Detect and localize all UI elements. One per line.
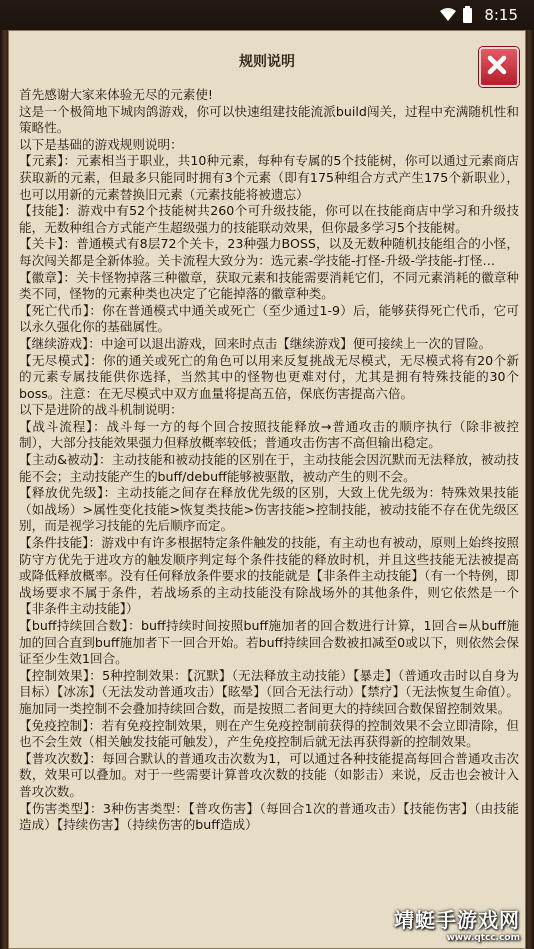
rule-paragraph: 【元素】：元素相当于职业，共10种元素，每种有专属的5个技能树，你可以通过元素商店获取新的元素，但最多只能同时拥有3个元素（即有175种组合方式产生175个新职业），也可以用新的元素替换旧元素（元素技能将被遗忘） xyxy=(19,153,519,202)
status-time: 8:15 xyxy=(484,6,518,24)
dialog-title: 规则说明 xyxy=(239,54,295,70)
rule-paragraph: 【技能】：游戏中有52个技能树共260个可升级技能，你可以在技能商店中学习和升级技能，无数种组合方式能产生超级强力的技能联动效果，但你最多学习5个技能树。 xyxy=(19,203,519,235)
rule-paragraph: 【控制效果】：5种控制效果：【沉默】（无法释放主动技能）【暴走】（普通攻击时以自身为目标）【冰冻】（无法发动普通攻击）【眩晕】（回合无法行动）【禁疗】（无法恢复生命值）。施加同一类控制不会叠加持续回合数，而是按照二者间更大的持续回合数保留控制效果。 xyxy=(19,667,519,716)
rule-paragraph: 【伤害类型】：3种伤害类型：【普攻伤害】（每回合1次的普通攻击）【技能伤害】（由技能造成）【持续伤害】（持续伤害的buff造成） xyxy=(19,800,519,833)
rule-paragraph: 首先感谢大家来体验无尽的元素使! xyxy=(19,87,213,102)
rule-paragraph: 【死亡代币】：你在普通模式中通关或死亡（至少通过1-9）后，能够获得死亡代币，它可以永久强化你的基础属性。 xyxy=(19,302,519,335)
rule-paragraph: 【关卡】：普通模式有8层72个关卡，23种强力BOSS，以及无数种随机技能组合的小怪，每次闯关都是全新体验。关卡流程大致分为：选元素-学技能-打怪-升级-学技能-打怪… xyxy=(19,236,519,268)
watermark-text: 靖蜓手游戏网 xyxy=(394,908,520,932)
rule-paragraph: 这是一个极简地下城肉鸽游戏，你可以快速组建技能流派build闯关，过程中充满随机性和策略性。 xyxy=(19,103,519,136)
rule-paragraph: 【战斗流程】：战斗每一方的每个回合按照技能释放→普通攻击的顺序执行（除非被控制），大部分技能效果强力但释放概率较低；普通攻击伤害不高但输出稳定。 xyxy=(19,418,519,451)
rule-paragraph: 【徽章】：关卡怪物掉落三种徽章，获取元素和技能需要消耗它们，不同元素消耗的徽章种类不同，怪物的元素种类也决定了它能掉落的徽章种类。 xyxy=(19,269,519,302)
close-icon xyxy=(486,54,508,76)
close-button[interactable] xyxy=(479,47,519,87)
rule-paragraph: 【条件技能】：游戏中有许多根据特定条件触发的技能，有主动也有被动，原则上始终按照防守方优先于进攻方的触发顺序判定每个条件技能的释放时机，并且这些技能无法被提高或降低释放概率。没有任何释放条件要求的技能就是【非条件主动技能】（有一个特例，即战场要求不属于条件，若战场系的主动技能没有除战场外的其他条件，则它依然是一个【非条件主动技能】） xyxy=(19,535,519,617)
watermark xyxy=(394,904,520,943)
rule-paragraph: 【继续游戏】：中途可以退出游戏，回来时点击【继续游戏】便可接续上一次的冒险。 xyxy=(19,335,492,351)
rules-text xyxy=(19,87,519,834)
rule-paragraph: 【主动&被动】：主动技能和被动技能的区别在于，主动技能会因沉默而无法释放，被动技能不会；主动技能产生的buff/debuff能够被驱散，被动产生的则不会。 xyxy=(19,452,519,484)
rule-paragraph: 以下是进阶的战斗机制说明： xyxy=(19,402,183,418)
wifi-icon xyxy=(440,8,456,22)
rule-paragraph: 【释放优先级】：主动技能之间存在释放优先级的区别，大致上优先级为：特殊效果技能（如战场）>属性变化技能>恢复类技能>伤害技能>控制技能，被动技能不存在优先级区别，而是视学习技能的先后顺序而定。 xyxy=(19,485,519,534)
watermark-url: www.qtcc.com xyxy=(446,933,520,943)
rule-paragraph: 【buff持续回合数】：buff持续时间按照buff施加者的回合数进行计算，1回合=从buff施加的回合直到buff施加者下一回合开始。若buff持续回合数被扣减至0或以下，则依然会保证至少生效1回合。 xyxy=(19,618,519,667)
rule-paragraph: 【免疫控制】：若有免疫控制效果，则在产生免疫控制前获得的控制效果不会立即清除，但也不会生效（相关触发技能可触发），产生免疫控制后就无法再获得新的控制效果。 xyxy=(19,717,519,750)
rule-paragraph: 【无尽模式】：你的通关或死亡的角色可以用来反复挑战无尽模式，无尽模式将有20个新的元素专属技能供你选择，当然其中的怪物也更难对付，尤其是拥有特殊技能的30个boss。注意：在无尽模式中双方血量将提高五倍，保底伤害提高六倍。 xyxy=(19,352,519,401)
rule-paragraph: 【普攻次数】：每回合默认的普通攻击次数为1，可以通过各种技能提高每回合普通攻击次数，效果可以叠加。对于一些需要计算普攻次数的技能（如影击）来说，反击也会被计入普攻次数。 xyxy=(19,750,519,799)
status-bar xyxy=(0,0,534,30)
battery-icon xyxy=(463,8,472,23)
rule-paragraph: 以下是基础的游戏规则说明： xyxy=(19,136,183,152)
rules-dialog xyxy=(8,30,526,949)
